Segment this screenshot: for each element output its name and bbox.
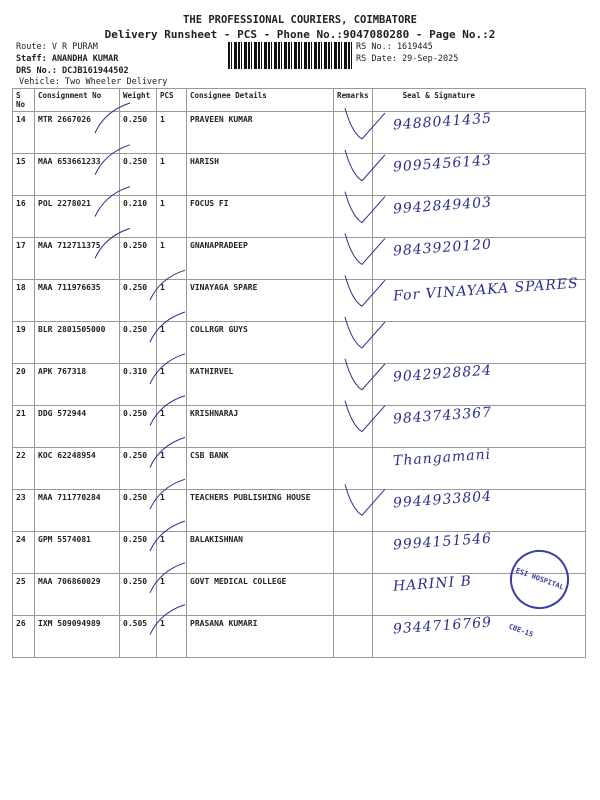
weight-cell: 0.250 — [120, 574, 157, 616]
weight-cell: 0.250 — [120, 238, 157, 280]
drs-number: DRS No.: DCJB161944502 — [16, 66, 129, 76]
consignee-cell: VINAYAGA SPARE — [187, 280, 334, 322]
handwritten-signature: Thangamani — [392, 446, 492, 470]
consignment-cell: MAA 711976635 — [35, 280, 120, 322]
hospital-stamp: ESI HOSPITAL CBE-15 — [502, 542, 578, 618]
pcs-cell: 1 — [157, 574, 187, 616]
consignment-cell: POL 2278021 — [35, 196, 120, 238]
consignee-cell: CSB BANK — [187, 448, 334, 490]
sno-cell: 24 — [13, 532, 35, 574]
seal-cell — [372, 196, 585, 238]
remarks-cell — [334, 532, 373, 574]
rs-date: RS Date: 29-Sep-2025 — [356, 54, 459, 64]
table-row — [13, 490, 586, 532]
pcs-cell: 1 — [157, 322, 187, 364]
staff: Staff: ANANDHA KUMAR — [16, 54, 119, 64]
weight-cell: 0.250 — [120, 112, 157, 154]
weight-cell: 0.250 — [120, 490, 157, 532]
table-row — [13, 322, 586, 364]
table-row — [13, 574, 586, 616]
runsheet-subtitle: Delivery Runsheet - PCS - Phone No.:9047080280 - Page No.:2 — [104, 28, 496, 41]
consignee-cell: PRASANA KUMARI — [187, 616, 334, 658]
seal-cell — [372, 275, 585, 322]
table-row — [13, 112, 586, 154]
pcs-cell: 1 — [157, 532, 187, 574]
consignment-cell: APK 767318 — [35, 364, 120, 406]
table-row — [13, 238, 586, 280]
consignee-cell: TEACHERS PUBLISHING HOUSE — [187, 490, 334, 532]
weight-cell: 0.250 — [120, 448, 157, 490]
weight-cell: 0.250 — [120, 322, 157, 364]
pcs-cell: 1 — [157, 490, 187, 532]
sno-cell: 18 — [13, 280, 35, 322]
remarks-cell — [334, 490, 373, 532]
consignment-cell: MAA 711770284 — [35, 490, 120, 532]
seal-cell — [372, 406, 585, 448]
handwritten-signature: HARINI B — [392, 573, 472, 595]
sno-cell: 19 — [13, 322, 35, 364]
consignee-cell: HARISH — [187, 154, 334, 196]
consignment-cell: IXM 509094989 — [35, 616, 120, 658]
consignment-cell: DDG 572944 — [35, 406, 120, 448]
consignee-cell: GNANAPRADEEP — [187, 238, 334, 280]
seal-cell — [372, 448, 585, 490]
weight-cell: 0.250 — [120, 154, 157, 196]
sno-cell: 17 — [13, 238, 35, 280]
consignee-cell: FOCUS FI — [187, 196, 334, 238]
sno-cell: 20 — [13, 364, 35, 406]
remarks-cell — [334, 364, 373, 406]
handwritten-signature: 9095456143 — [392, 152, 493, 176]
pcs-cell: 1 — [157, 154, 187, 196]
weight-cell: 0.250 — [120, 280, 157, 322]
weight-cell: 0.310 — [120, 364, 157, 406]
pcs-cell: 1 — [157, 112, 187, 154]
pcs-cell: 1 — [157, 364, 187, 406]
remarks-cell — [334, 322, 373, 364]
pcs-cell: 1 — [157, 448, 187, 490]
remarks-cell — [334, 280, 373, 322]
col-consignee: Consignee Details — [187, 89, 334, 112]
seal-cell — [372, 154, 585, 196]
remarks-cell — [334, 616, 373, 658]
handwritten-signature: For VINAYAKA SPARES — [392, 275, 579, 305]
sno-cell: 23 — [13, 490, 35, 532]
rs-number: RS No.: 1619445 — [356, 42, 433, 52]
col-pcs: PCS — [157, 89, 187, 112]
sno-cell: 25 — [13, 574, 35, 616]
handwritten-signature: 9843920120 — [392, 236, 493, 260]
seal-cell — [372, 364, 585, 406]
remarks-cell — [334, 574, 373, 616]
seal-cell — [372, 238, 585, 280]
pcs-cell: 1 — [157, 280, 187, 322]
seal-cell — [372, 112, 585, 154]
barcode — [228, 42, 353, 69]
company-title: THE PROFESSIONAL COURIERS, COIMBATORE — [183, 14, 417, 26]
consignment-cell: KOC 62248954 — [35, 448, 120, 490]
remarks-cell — [334, 112, 373, 154]
remarks-cell — [334, 406, 373, 448]
consignment-cell: MAA 653661233 — [35, 154, 120, 196]
sno-cell: 22 — [13, 448, 35, 490]
handwritten-signature: 9344716769 — [392, 614, 493, 638]
consignee-cell: KATHIRVEL — [187, 364, 334, 406]
runsheet-table — [12, 88, 586, 658]
remarks-cell — [334, 196, 373, 238]
remarks-cell — [334, 448, 373, 490]
weight-cell: 0.505 — [120, 616, 157, 658]
table-row — [13, 448, 586, 490]
col-consignment: Consignment No — [35, 89, 120, 112]
handwritten-signature: 9994151546 — [392, 530, 493, 554]
sno-cell: 26 — [13, 616, 35, 658]
route: Route: V R PURAM — [16, 42, 98, 52]
consignee-cell: COLLRGR GUYS — [187, 322, 334, 364]
handwritten-signature: 9843743367 — [392, 404, 493, 428]
sno-cell: 16 — [13, 196, 35, 238]
consignment-cell: MTR 2667026 — [35, 112, 120, 154]
remarks-cell — [334, 238, 373, 280]
sno-cell: 21 — [13, 406, 35, 448]
col-seal: Seal & Signature — [372, 89, 585, 112]
col-remarks: Remarks — [334, 89, 373, 112]
consignment-cell: MAA 712711375 — [35, 238, 120, 280]
pcs-cell: 1 — [157, 238, 187, 280]
consignee-cell: GOVT MEDICAL COLLEGE — [187, 574, 334, 616]
handwritten-signature: 9942849403 — [392, 194, 493, 218]
consignment-cell: MAA 706860029 — [35, 574, 120, 616]
pcs-cell: 1 — [157, 616, 187, 658]
consignee-cell: BALAKISHNAN — [187, 532, 334, 574]
col-sno: S No — [13, 89, 35, 112]
vehicle: Vehicle: Two Wheeler Delivery — [19, 77, 168, 87]
seal-cell — [372, 322, 585, 364]
table-row — [13, 196, 586, 238]
table-row — [13, 280, 586, 322]
table-row — [13, 532, 586, 574]
sno-cell: 14 — [13, 112, 35, 154]
pcs-cell: 1 — [157, 196, 187, 238]
weight-cell: 0.250 — [120, 406, 157, 448]
consignment-cell: GPM 5574081 — [35, 532, 120, 574]
handwritten-signature: 9488041435 — [392, 110, 493, 134]
consignment-cell: BLR 2801505000 — [35, 322, 120, 364]
table-row — [13, 406, 586, 448]
seal-cell — [372, 490, 585, 532]
weight-cell: 0.210 — [120, 196, 157, 238]
weight-cell: 0.250 — [120, 532, 157, 574]
table-header — [13, 89, 586, 112]
table-row — [13, 616, 586, 658]
handwritten-signature: 9944933804 — [392, 488, 493, 512]
remarks-cell — [334, 154, 373, 196]
sno-cell: 15 — [13, 154, 35, 196]
seal-cell — [372, 616, 585, 658]
table-row — [13, 364, 586, 406]
col-weight: Weight — [120, 89, 157, 112]
pcs-cell: 1 — [157, 406, 187, 448]
consignee-cell: PRAVEEN KUMAR — [187, 112, 334, 154]
table-row — [13, 154, 586, 196]
handwritten-signature: 9042928824 — [392, 362, 493, 386]
consignee-cell: KRISHNARAJ — [187, 406, 334, 448]
